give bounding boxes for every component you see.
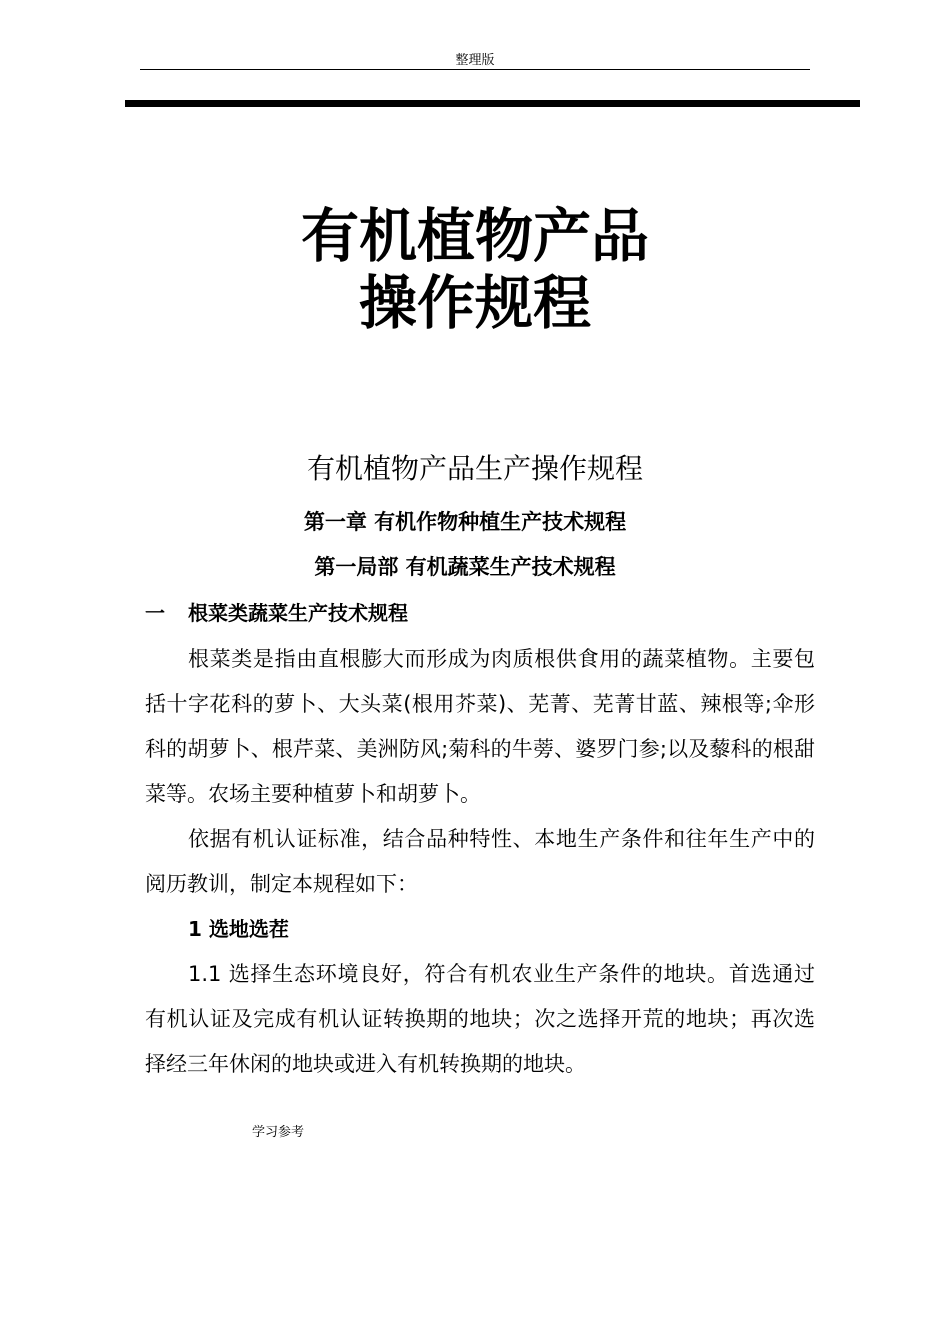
document-subtitle: 有机植物产品生产操作规程	[306, 452, 643, 485]
chapter-heading: 第一章 有机作物种植生产技术规程	[303, 510, 627, 534]
paragraph-root-vegetables: 根菜类是指由直根膨大而形成为肉质根供食用的蔬菜植物。主要包括十字花科的萝卜、大头菜(根用芥菜)、芜菁、芜菁甘蓝、辣根等;伞形科的胡萝卜、根芹菜、美洲防风;菊科的牛蒡、婆罗门参;以及藜科的根甜菜等。农场主要种植萝卜和胡萝卜。	[145, 647, 815, 806]
header-divider	[140, 69, 810, 70]
page-header-label: 整理版	[455, 53, 495, 68]
section-number: 一	[145, 601, 165, 625]
title-divider	[125, 100, 860, 107]
paragraph-site-selection: 1.1 选择生态环境良好，符合有机农业生产条件的地块。首选通过有机认证及完成有机认证转换期的地块；次之选择开荒的地块；再次选择经三年休闲的地块或进入有机转换期的地块。	[145, 962, 815, 1076]
section-title: 根菜类蔬菜生产技术规程	[188, 601, 408, 625]
subsection-heading: 1 选地选茬	[188, 917, 289, 941]
document-title-line1: 有机植物产品	[300, 202, 649, 270]
page-footer-label: 学习参考	[252, 1125, 305, 1140]
document-title-line2: 操作规程	[358, 269, 591, 337]
section-heading	[145, 598, 408, 628]
part-heading: 第一局部 有机蔬菜生产技术规程	[314, 555, 616, 579]
paragraph-basis: 依据有机认证标准，结合品种特性、本地生产条件和往年生产中的阅历教训，制定本规程如下：	[145, 827, 815, 896]
